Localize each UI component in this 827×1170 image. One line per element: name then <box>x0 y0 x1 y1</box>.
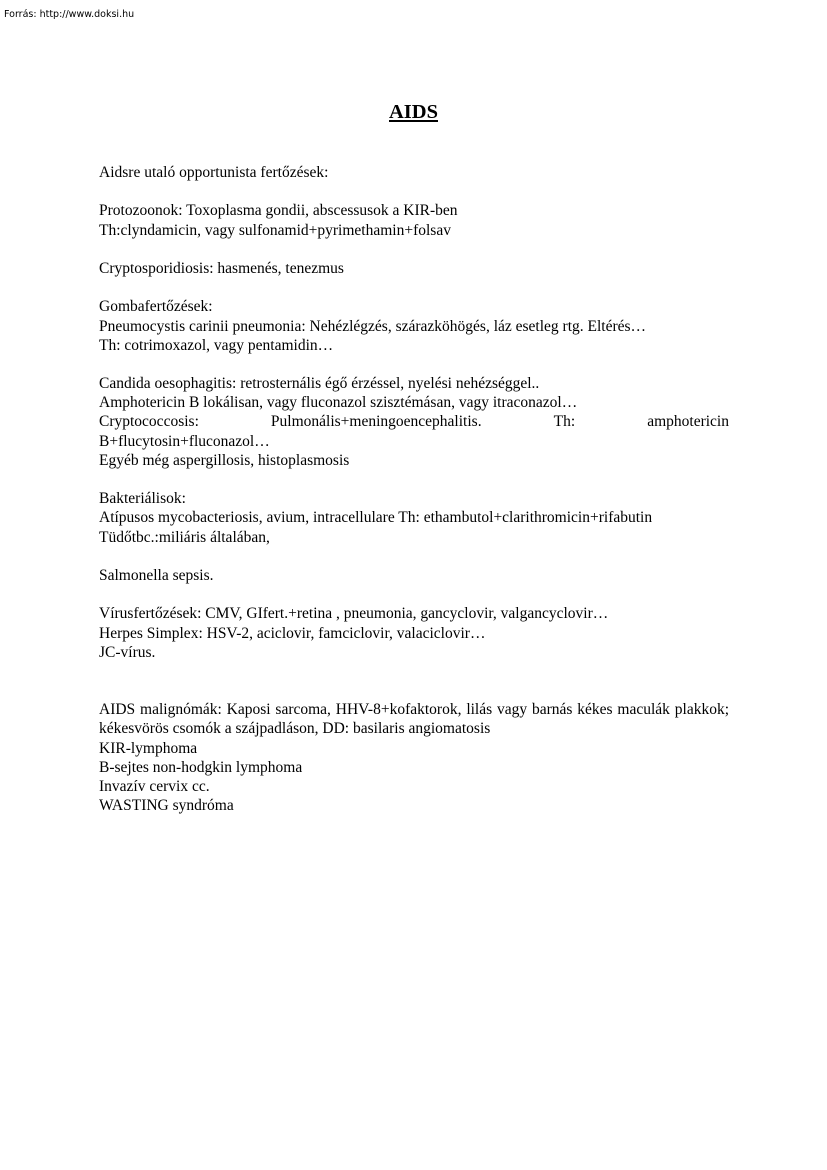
cryptococcosis-word-4: amphotericin <box>647 413 729 431</box>
viral-line: Vírusfertőzések: CMV, GIfert.+retina , pneumonia, gancyclovir, valgancyclovir… <box>99 605 609 623</box>
page-title: AIDS <box>389 101 438 123</box>
aspergillosis-line: Egyéb még aspergillosis, histoplasmosis <box>99 451 350 469</box>
pneumocystis-therapy-line: Th: cotrimoxazol, vagy pentamidin… <box>99 336 334 354</box>
source-header: Forrás: http://www.doksi.hu <box>4 9 135 20</box>
cryptosporidiosis-line: Cryptosporidiosis: hasmenés, tenezmus <box>99 259 344 277</box>
intro-line: Aidsre utaló opportunista fertőzések: <box>99 164 329 181</box>
jc-virus-line: JC-vírus. <box>99 643 156 661</box>
kir-lymphoma-line: KIR-lymphoma <box>99 739 198 757</box>
cryptococcosis-word-3: Th: <box>553 413 576 431</box>
malignancies-paragraph: AIDS malignómák: Kaposi sarcoma, HHV-8+kofaktorok, lilás vagy barnás kékes maculák plakkok; kékesvörös csomók a szájpadláson, DD: basilaris angiomatosis <box>99 701 729 738</box>
protozoa-therapy-line: Th:clyndamicin, vagy sulfonamid+pyrimethamin+folsav <box>99 221 451 239</box>
fungal-heading: Gombafertőzések: <box>99 298 213 316</box>
mycobacteriosis-line: Atípusos mycobacteriosis, avium, intracellulare Th: ethambutol+clarithromicin+rifabutin <box>99 509 653 527</box>
cryptococcosis-word-2: Pulmonális+meningoencephalitis. <box>270 413 482 431</box>
pneumocystis-line: Pneumocystis carinii pneumonia: Nehézlégzés, szárazköhögés, láz esetleg rtg. Eltérés… <box>99 317 647 335</box>
cryptococcosis-word-1: Cryptococcosis: <box>99 413 199 431</box>
herpes-line: Herpes Simplex: HSV-2, aciclovir, famciclovir, valaciclovir… <box>99 624 486 642</box>
tbc-line: Tüdőtbc.:miliáris általában, <box>99 528 270 546</box>
candida-line: Candida oesophagitis: retrosternális égő érzéssel, nyelési nehézséggel.. <box>99 375 540 393</box>
cervix-line: Invazív cervix cc. <box>99 778 210 796</box>
salmonella-line: Salmonella sepsis. <box>99 566 214 584</box>
bacterial-heading: Bakteriálisok: <box>99 490 186 508</box>
b-cell-lymphoma-line: B-sejtes non-hodgkin lymphoma <box>99 758 303 776</box>
amphotericin-line: Amphotericin B lokálisan, vagy fluconazol szisztémásan, vagy itraconazol… <box>99 394 578 412</box>
flucytosin-line: B+flucytosin+fluconazol… <box>99 432 270 450</box>
wasting-line: WASTING syndróma <box>99 797 234 815</box>
cryptococcosis-line <box>99 412 729 431</box>
document-body <box>99 163 729 815</box>
protozoa-line: Protozoonok: Toxoplasma gondii, abscessusok a KIR-ben <box>99 202 458 220</box>
